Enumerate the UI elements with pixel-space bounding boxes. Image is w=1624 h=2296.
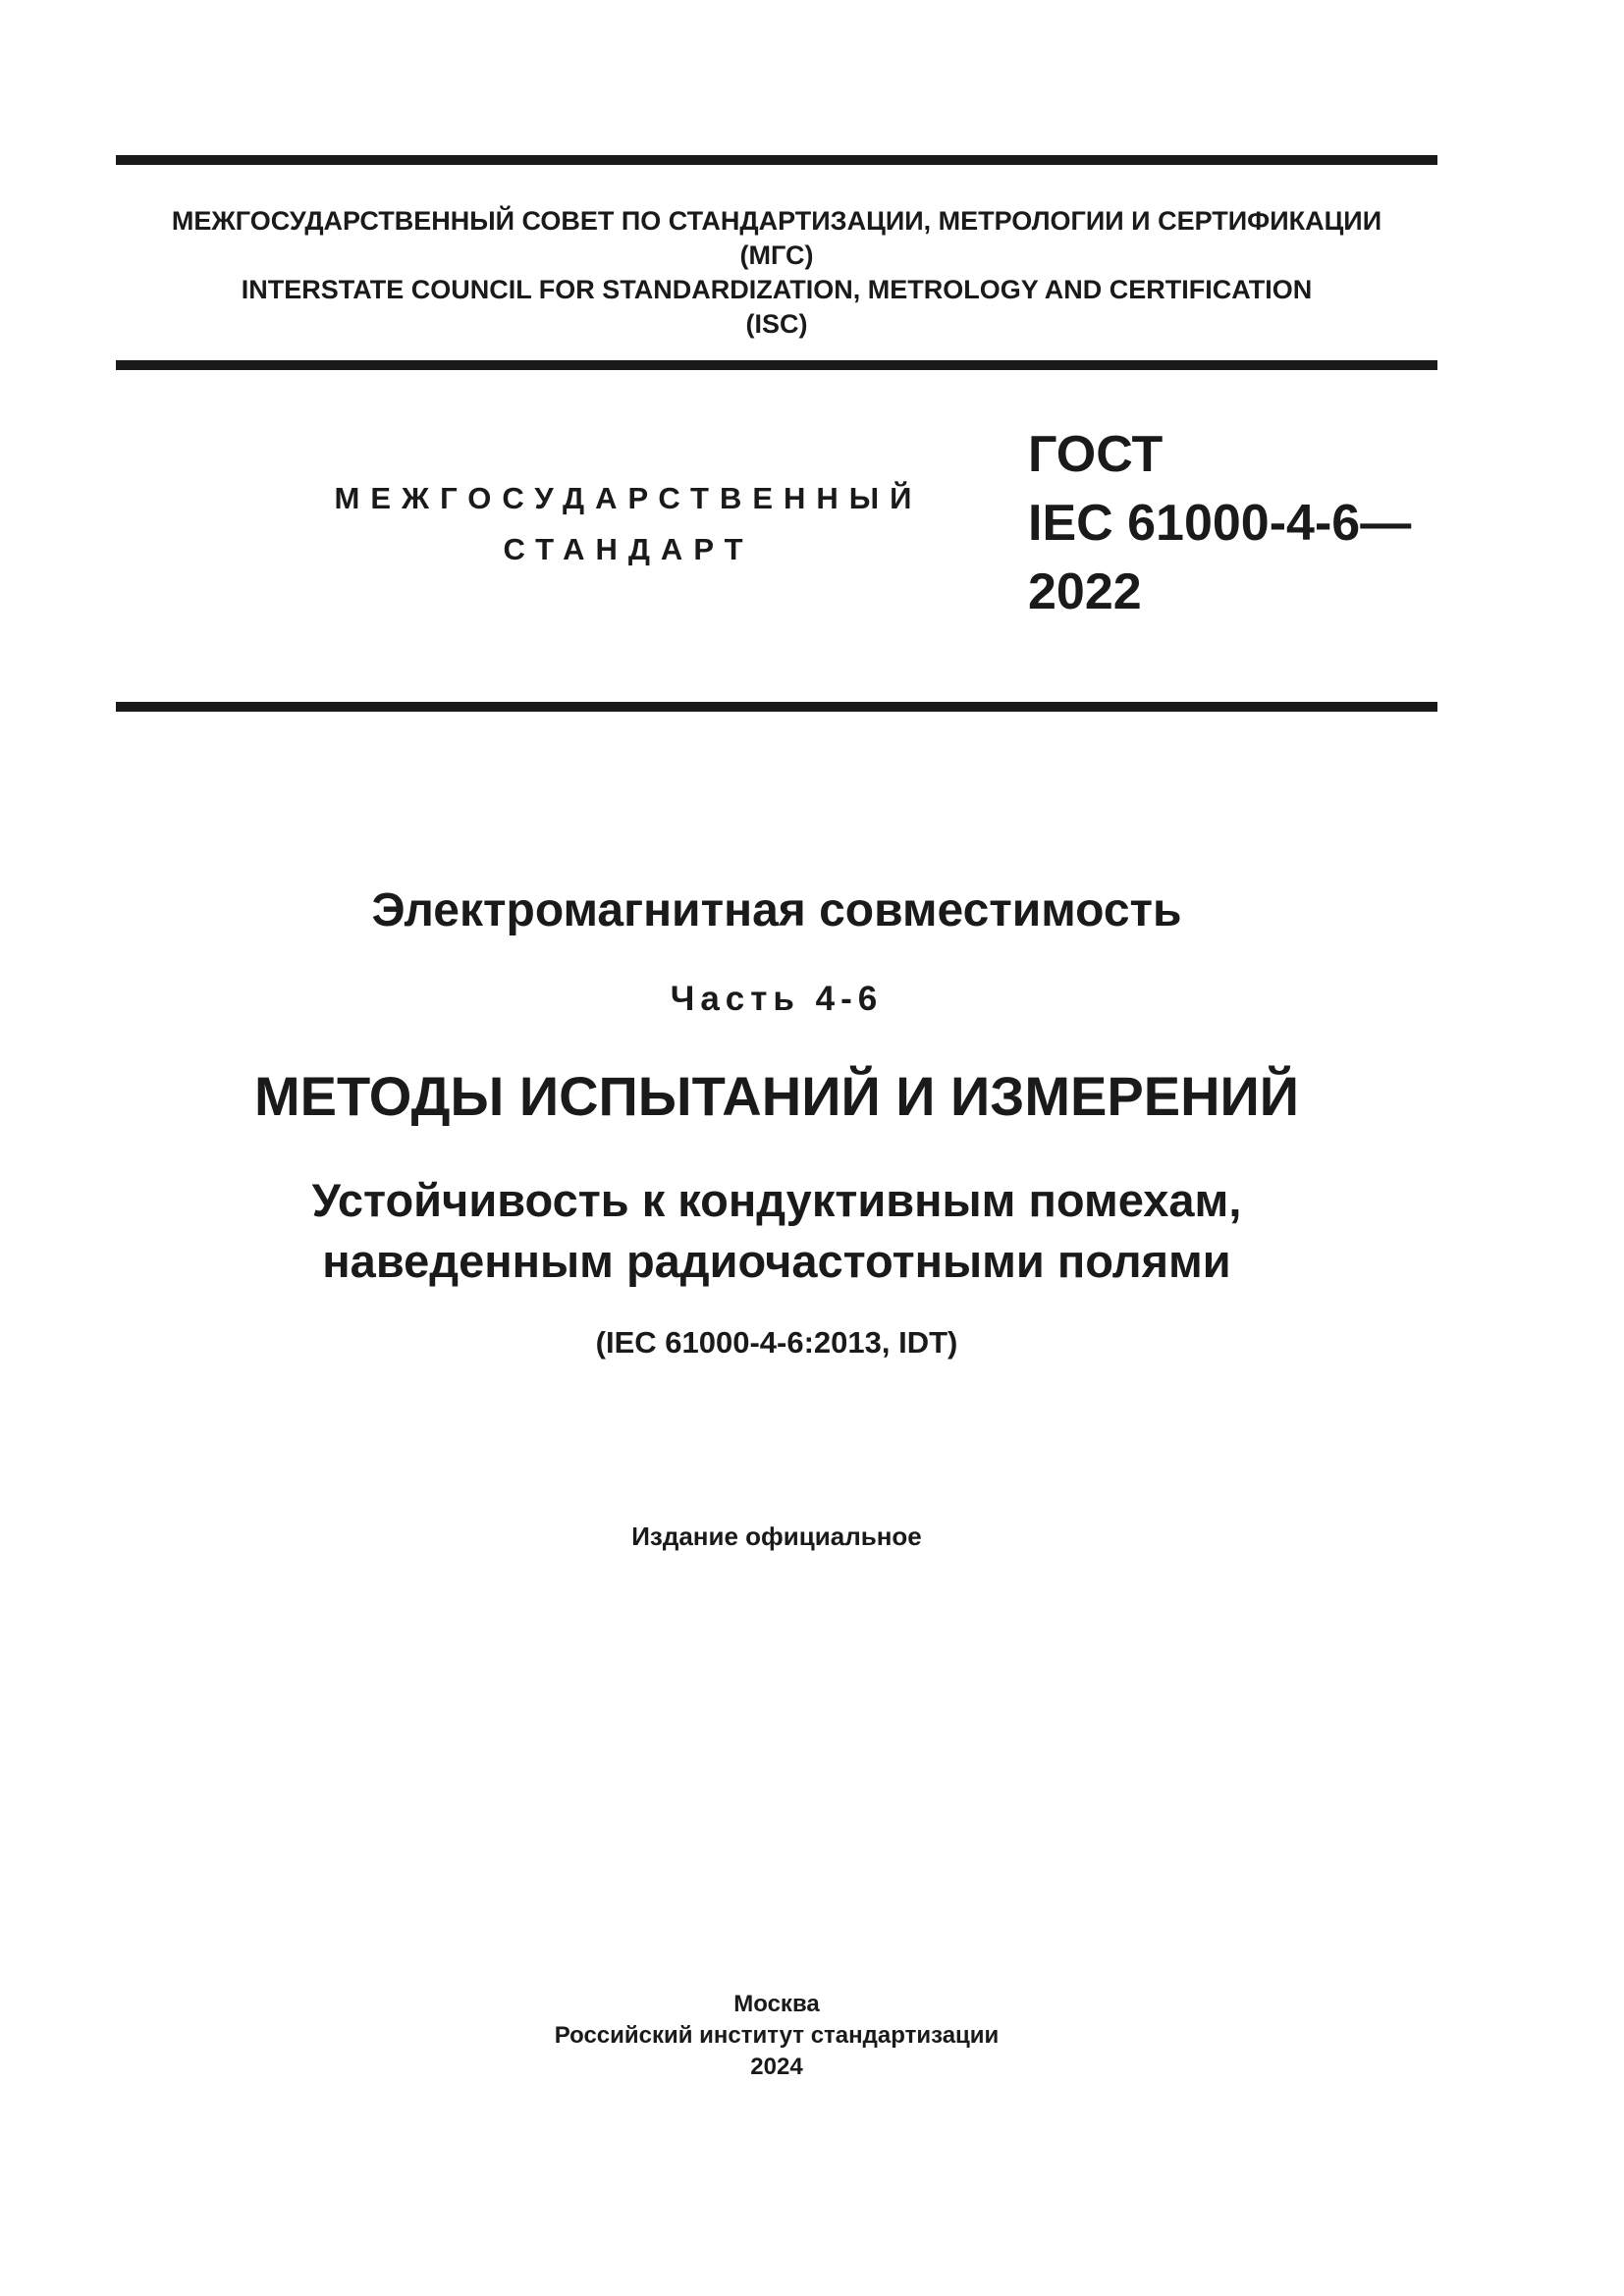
part-label: Часть 4-6: [670, 980, 884, 1018]
subtitle-line-2: наведенным радиочастотными полями: [322, 1235, 1231, 1287]
standard-designation: [1028, 420, 1411, 626]
section-title: МЕТОДЫ ИСПЫТАНИЙ И ИЗМЕРЕНИЙ: [253, 1065, 1300, 1127]
imprint-publisher: Российский институт стандартизации: [554, 2022, 1000, 2049]
council-name-en: INTERSTATE COUNCIL FOR STANDARDIZATION, METROLOGY AND CERTIFICATION: [241, 275, 1313, 304]
imprint-year: 2024: [750, 2054, 803, 2080]
council-abbr-ru: (МГС): [739, 240, 814, 270]
imprint-city: Москва: [733, 1991, 820, 2017]
designation-line-3: 2022: [1028, 563, 1142, 620]
council-abbr-en: (ISC): [745, 309, 808, 339]
designation-line-1: ГОСТ: [1028, 426, 1164, 483]
middle-rule: [116, 360, 1437, 370]
document-title: Электромагнитная совместимость: [371, 884, 1182, 936]
council-header: [116, 204, 1437, 342]
council-name-ru: МЕЖГОСУДАРСТВЕННЫЙ СОВЕТ ПО СТАНДАРТИЗАЦИИ, МЕТРОЛОГИИ И СЕРТИФИКАЦИИ: [171, 206, 1382, 236]
subtitle-line-1: Устойчивость к кондуктивным помехам,: [311, 1174, 1242, 1226]
publisher-imprint: [116, 1989, 1437, 2083]
standard-type-line-2: СТАНДАРТ: [503, 532, 754, 566]
designation-line-2: IEC 61000-4-6—: [1028, 495, 1412, 552]
iec-reference: (IEC 61000-4-6:2013, IDT): [595, 1325, 958, 1360]
bottom-rule: [116, 702, 1437, 712]
standard-type: [295, 473, 962, 575]
document-subtitle: [116, 1170, 1437, 1292]
top-rule: [116, 155, 1437, 165]
edition-label: Издание официальное: [631, 1522, 922, 1551]
standard-type-line-1: МЕЖГОСУДАРСТВЕННЫЙ: [334, 481, 923, 515]
